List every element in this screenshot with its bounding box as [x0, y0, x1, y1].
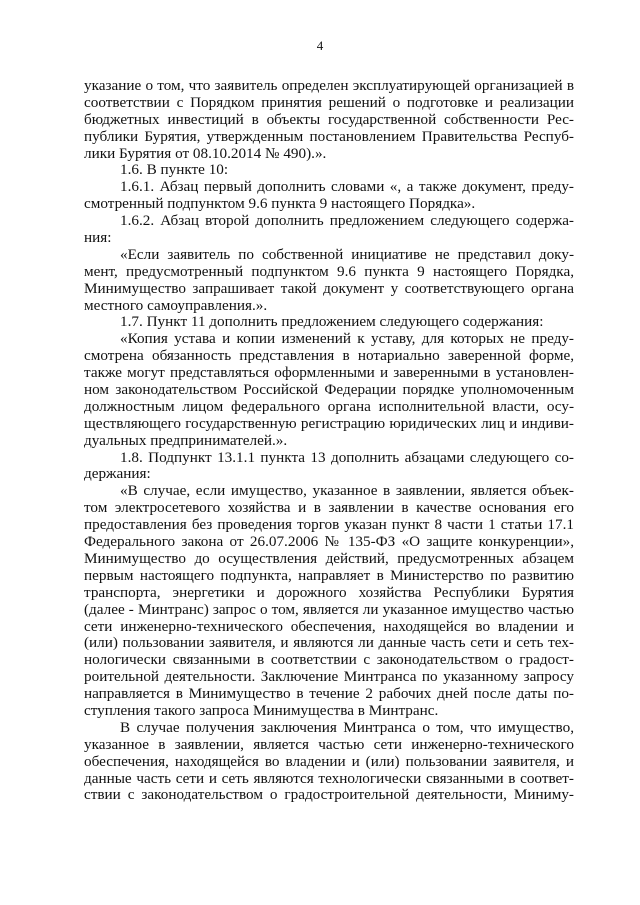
text-line: Минимущество запрашивает такой документ у соответствующего органа — [84, 280, 574, 297]
text-line: «Если заявитель по собственной инициативе не представил доку- — [120, 246, 574, 263]
text-line: 1.6.1. Абзац первый дополнить словами «, а также документ, преду- — [120, 179, 574, 196]
text-line: смотрена обязанность представления в нотариально заверенной форме, — [84, 348, 574, 365]
text-line: смотренный подпунктом 9.6 пункта 9 настоящего Порядка». — [84, 196, 476, 213]
text-line: направляется в Минимущество в течение 2 рабочих дней после даты по- — [84, 686, 574, 703]
text-line: сети инженерно-технического обеспечения, находящейся во владении и — [84, 618, 574, 635]
text-line: (или) пользовании заявителя, и являются ли данные часть сети и сеть тех- — [84, 635, 574, 652]
text-line: ществляющего государственную регистрацию юридических лиц и индиви- — [84, 415, 574, 432]
text-line: мент, предусмотренный подпунктом 9.6 пункта 9 настоящего Порядка, — [84, 263, 574, 280]
text-line: публики Бурятия, утвержденным постановлением Правительства Респуб- — [84, 128, 574, 145]
text-line: дуальных предпринимателей.». — [84, 432, 288, 449]
text-line: 1.7. Пункт 11 дополнить предложением следующего содержания: — [120, 314, 544, 331]
page-number: 4 — [316, 38, 324, 53]
text-line: том электросетевого хозяйства и в заявлении в качестве основания его — [84, 500, 574, 517]
document-body — [84, 78, 574, 804]
text-line: В случае получения заключения Минтранса о том, что имущество, — [120, 719, 574, 736]
text-line: «В случае, если имущество, указанное в заявлении, является объек- — [120, 483, 574, 500]
text-line: должностным лицом федерального органа исполнительной власти, осу- — [84, 398, 574, 415]
text-line: бюджетных инвестиций в объекты государственной собственности Рес- — [84, 111, 574, 128]
text-line: лики Бурятия от 08.10.2014 № 490).». — [84, 145, 327, 162]
text-line: обеспечения, находящейся во владении и (или) пользовании заявителя, и — [84, 753, 574, 770]
text-line: нологически связанными в соответствии с законодательством о градост- — [84, 652, 574, 669]
text-line: ступления такого запроса Минимущества в Минтранс. — [84, 702, 439, 719]
text-line: данные часть сети и сеть являются технологически связанными в соответ- — [84, 770, 574, 787]
text-line: Минимущество до осуществления действий, предусмотренных абзацем — [84, 550, 574, 567]
text-line: 1.8. Подпункт 13.1.1 пункта 13 дополнить абзацами следующего со- — [120, 449, 574, 466]
text-line: 1.6. В пункте 10: — [120, 162, 229, 179]
text-line: указание о том, что заявитель определен эксплуатирующей организацией в — [84, 78, 574, 94]
text-line: ном законодательством Российской Федерации порядке уполномоченным — [84, 382, 574, 399]
text-line: «Копия устава и копии изменений к уставу, для которых не преду- — [120, 331, 574, 348]
text-line: соответствии с Порядком принятия решений о подготовке и реализации — [84, 94, 574, 111]
text-line: роительной деятельности. Заключение Минтранса по указанному запросу — [84, 669, 574, 686]
text-line: Федерального закона от 26.07.2006 № 135-ФЗ «О защите конкуренции», — [84, 534, 574, 551]
text-line: первым настоящего подпункта, направляет в Министерство по развитию — [84, 567, 574, 584]
text-line: (далее - Минтранс) запрос о том, является ли указанное имущество частью — [84, 601, 574, 618]
text-line: ствии с законодательством о градостроительной деятельности, Миниму- — [84, 787, 574, 804]
text-line: местного самоуправления.». — [84, 297, 268, 314]
text-line: указанное в заявлении, является частью сети инженерно-технического — [84, 736, 574, 753]
text-line: также могут представляться оформленными и заверенными в установлен- — [84, 365, 574, 382]
text-line: предоставления без проведения торгов указан пункт 8 части 1 статьи 17.1 — [84, 517, 574, 534]
text-line: 1.6.2. Абзац второй дополнить предложением следующего содержа- — [120, 213, 574, 230]
text-line: держания: — [84, 466, 151, 483]
text-line: ния: — [84, 230, 112, 247]
text-line: транспорта, энергетики и дорожного хозяйства Республики Бурятия — [84, 584, 574, 601]
